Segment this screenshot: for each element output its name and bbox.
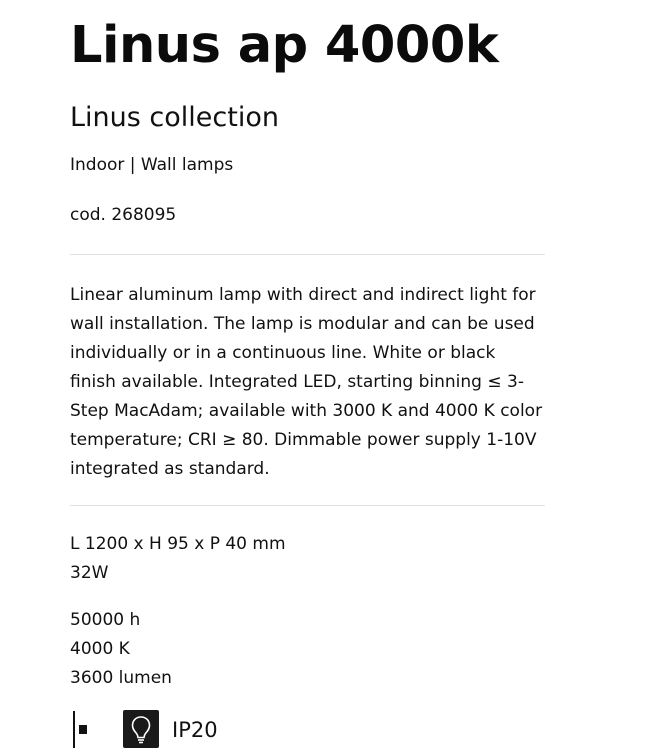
spec-luminous-flux: 3600 lumen — [70, 668, 172, 688]
spec-color-temperature: 4000 K — [70, 639, 130, 659]
spec-group-light — [70, 606, 172, 693]
product-category: Indoor | Wall lamps — [70, 155, 234, 175]
section-divider — [70, 505, 545, 506]
light-bulb-icon — [123, 710, 159, 748]
ip-rating-label: IP20 — [172, 718, 218, 742]
product-code: cod. 268095 — [70, 205, 177, 225]
wall-mount-icon — [73, 711, 87, 748]
spec-group-dimensions — [70, 530, 286, 588]
spec-dimensions: L 1200 x H 95 x P 40 mm — [70, 534, 286, 554]
product-title: Linus ap 4000k — [70, 16, 499, 75]
section-divider — [70, 254, 545, 255]
product-description: Linear aluminum lamp with direct and indirect light for wall installation. The lamp is modular and can be used individually or in a continuous line. White or black finish available. Integrated LED, starting binning ≤ 3-Step MacAdam; available with 3000 K and 4000 K color temperature; CRI ≥ 80. Dimmable power supply 1-10V integrated as standard. — [70, 285, 543, 479]
feature-icons — [73, 709, 293, 751]
spec-power: 32W — [70, 563, 109, 583]
spec-lifetime: 50000 h — [70, 610, 141, 630]
collection-name: Linus collection — [70, 102, 279, 133]
